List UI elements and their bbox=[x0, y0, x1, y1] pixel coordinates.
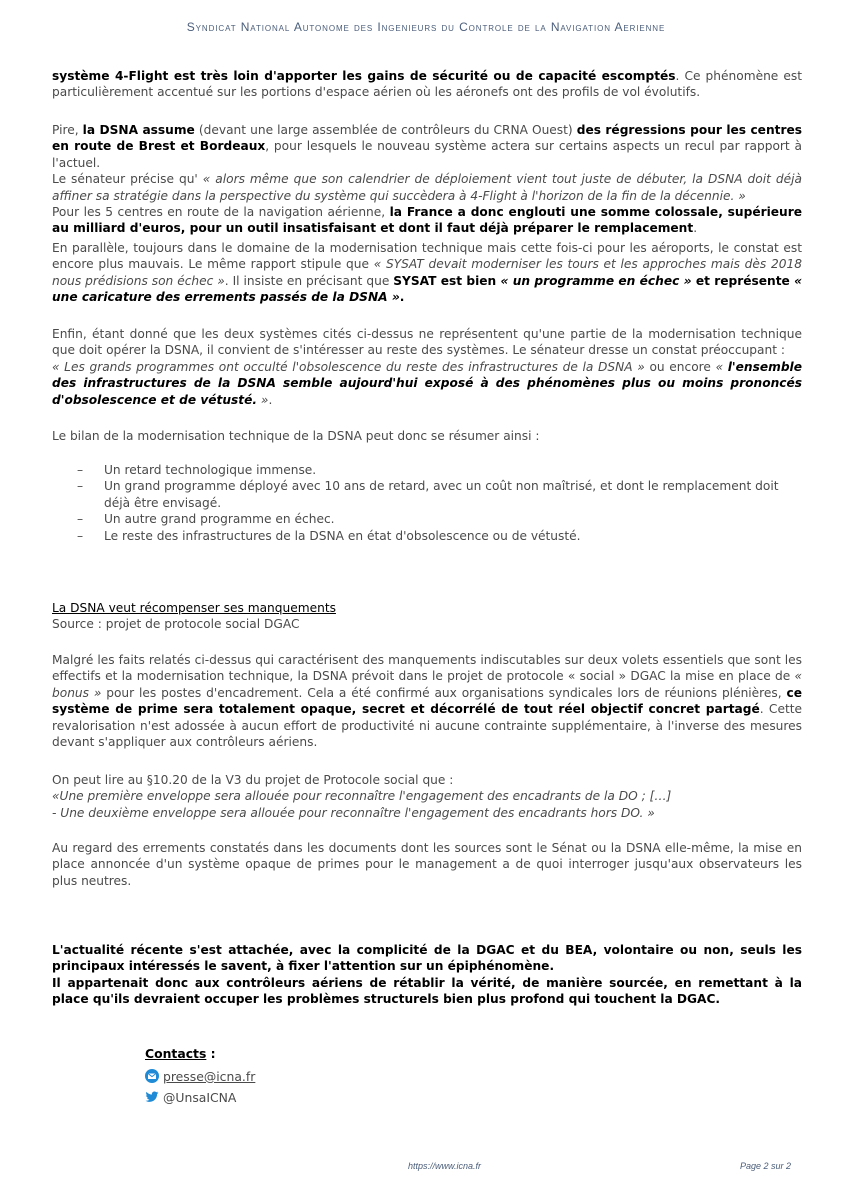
section-heading bbox=[52, 600, 802, 633]
twitter-handle[interactable]: @UnsaICNA bbox=[163, 1090, 237, 1105]
document-header: Syndicat National Autonome des Ingenieurs du Controle de la Navigation Aerienne bbox=[186, 20, 666, 34]
paragraph-bonus: Malgré les faits relatés ci-dessus qui caractérisent des manquements indiscutables sur deux volets essentiels que sont les effectifs et la modernisation technique, la DSNA prévoit dans le projet de protocole « social » DGAC la mise en place de « bonus » pour les postes d'encadrement. Cela a été confirmé aux organisations syndicales lors de réunions plénières, ce système de prime sera totalement opaque, secret et décorrélé de tout réel objectif concret partagé. Cette revalorisation n'est adossée à aucun effort de productivité ni aucune contrainte supplémentaire, à l'inverse des mesures devant s'appliquer aux contrôleurs aériens. bbox=[52, 653, 802, 750]
email-link[interactable]: presse@icna.fr bbox=[163, 1069, 256, 1084]
paragraph-protocole: On peut lire au §10.20 de la V3 du projet de Protocole social que : «Une première enveloppe sera allouée pour reconnaître l'engagement des encadrants de la DO ; […] - Une deuxième enveloppe sera allouée pour reconnaître l'engagement des encadrants hors DO. » bbox=[52, 773, 672, 820]
contacts-block: Contacts : presse@icna.fr @UnsaICNA bbox=[145, 1046, 256, 1105]
footer-page-number: Page 2 sur 2 bbox=[740, 1161, 792, 1171]
section-source: Source : projet de protocole social DGAC bbox=[52, 617, 300, 632]
paragraph-obsolescence: Enfin, étant donné que les deux systèmes cités ci-dessus ne représentent qu'une partie de la modernisation technique que doit opérer la DSNA, il convient de s'intéresser au reste des systèmes. Le sénateur dresse un constat préoccupant : « Les grands programmes ont occulté l'obsolescence du reste des infrastructures de la DSNA » ou encore « l'ensemble des infrastructures de la DSNA semble aujourd'hui exposé à des phénomènes plus ou moins prononcés d'obsolescence et de vétusté. ». bbox=[52, 327, 802, 407]
contacts-label: Contacts bbox=[145, 1046, 207, 1061]
paragraph-bilan: Le bilan de la modernisation technique de la DSNA peut donc se résumer ainsi : bbox=[52, 429, 540, 443]
paragraph-regressions: Pire, la DSNA assume (devant une large assemblée de contrôleurs du CRNA Ouest) des régressions pour les centres en route de Brest et Bordeaux, pour lesquels le nouveau système actera sur certains aspects un recul par rapport à l'actuel. Le sénateur précise qu' « alors même que son calendrier de déploiement vient tout juste de débuter, la DSNA doit déjà affiner sa stratégie dans la perspective du système qui succèdera à 4-Flight à l'horizon de la fin de la décennie. » Pour les 5 centres en route de la navigation aérienne, la France a donc englouti une somme colossale, supérieure au milliard d'euros, pour un outil insatisfaisant et dont il faut déjà préparer le remplacement. bbox=[52, 123, 802, 236]
paragraph-sysat: En parallèle, toujours dans le domaine de la modernisation technique mais cette fois-ci pour les aéroports, le constat est encore plus mauvais. Le même rapport stipule que « SYSAT devait moderniser les tours et les approches mais dès 2018 nous prédisions son échec ». Il insiste en précisant que SYSAT est bien « un programme en échec » et représente « une caricature des errements passés de la DSNA ». bbox=[52, 241, 802, 305]
paragraph-errements: Au regard des errements constatés dans les documents dont les sources sont le Sénat ou la DSNA elle-même, la mise en place annoncée d'un système opaque de primes pour le management a de quoi interroger jusqu'aux observateurs les plus neutres. bbox=[52, 841, 802, 888]
paragraph-4flight: système 4-Flight est très loin d'apporter les gains de sécurité ou de capacité escomptés. Ce phénomène est particulièrement accentué sur les portions d'espace aérien où les aéronefs ont des profils de vol évolutifs. bbox=[52, 69, 802, 100]
footer-url[interactable]: https://www.icna.fr bbox=[408, 1161, 482, 1171]
list-item: – Un autre grand programme en échec. bbox=[77, 512, 335, 527]
list-item: – Un grand programme déployé avec 10 ans de retard, avec un coût non maîtrisé, et dont le remplacement doit déjà être envisagé. bbox=[77, 479, 779, 510]
envelope-icon bbox=[145, 1069, 159, 1083]
section-title: La DSNA veut récompenser ses manquements bbox=[52, 601, 336, 615]
list-item: – Un retard technologique immense. bbox=[77, 463, 317, 477]
list-item: – Le reste des infrastructures de la DSNA en état d'obsolescence ou de vétusté. bbox=[77, 528, 581, 543]
bilan-list bbox=[52, 462, 802, 544]
twitter-bird-icon bbox=[145, 1090, 159, 1104]
paragraph-conclusion: L'actualité récente s'est attachée, avec la complicité de la DGAC et du BEA, volontaire ou non, seuls les principaux intéressés le savent, à fixer l'attention sur un épiphénomène. Il appartenait donc aux contrôleurs aériens de rétablir la vérité, de manière sourcée, en remettant à la place qu'ils devraient occuper les problèmes structurels bien plus profond qui touchent la DGAC. bbox=[52, 943, 802, 1007]
